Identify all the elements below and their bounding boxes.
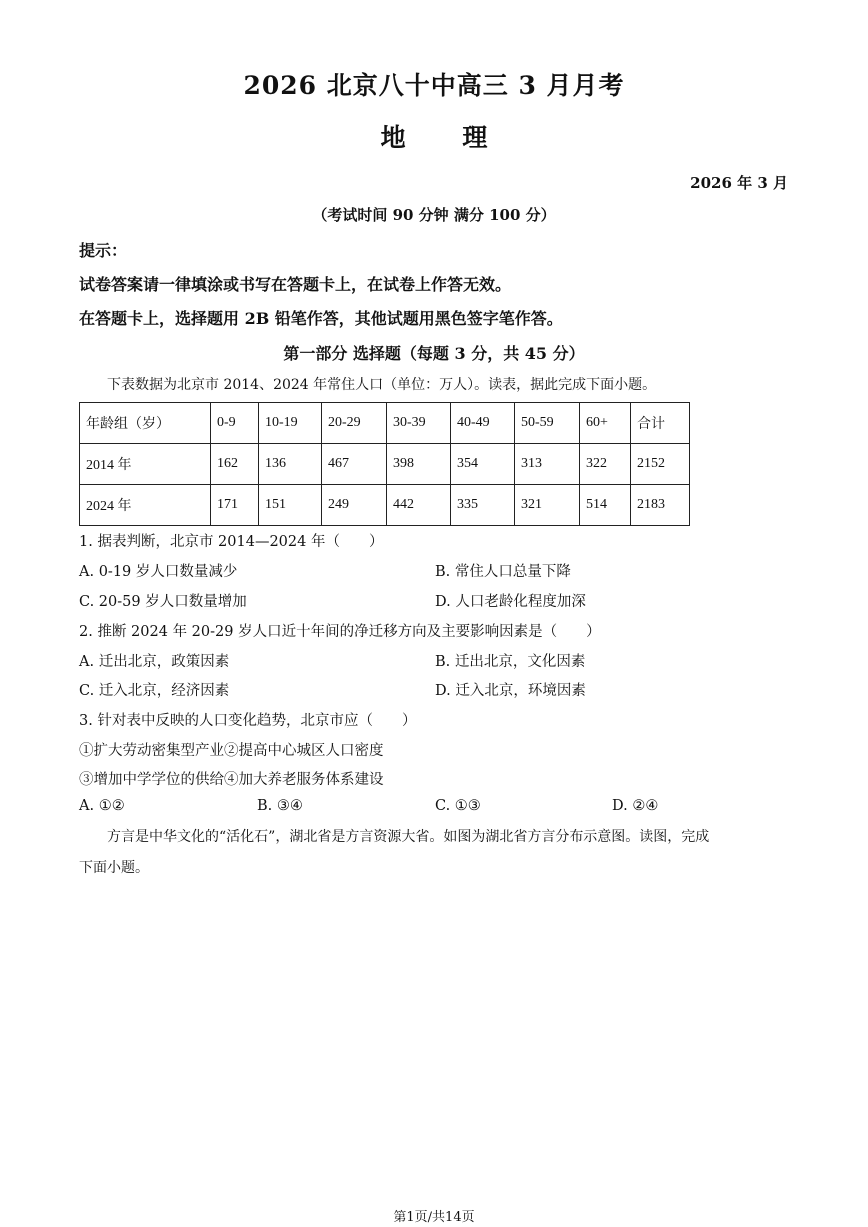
question-2-option-a: A. 迁出北京，政策因素 — [79, 654, 230, 670]
dialect-intro: 方言是中华文化的“活化石”，湖北省是方言资源大省。如图为湖北省方言分布示意图。读图，完成 — [107, 829, 710, 845]
section-title: 第一部分 选择题（每题 3 分，共 45 分） — [283, 344, 585, 363]
table-header-cell: 合计 — [631, 403, 690, 444]
table-intro: 下表数据为北京市 2014、2024 年常住人口（单位：万人）。读表，据此完成下面小题。 — [107, 377, 657, 393]
table-header-row — [80, 403, 690, 444]
question-1-option-d: D. 人口老龄化程度加深 — [435, 594, 586, 610]
question-3-stem: 3. 针对表中反映的人口变化趋势，北京市应（ ） — [79, 713, 417, 729]
question-2-option-c: C. 迁入北京，经济因素 — [79, 683, 230, 699]
question-2-option-b: B. 迁出北京，文化因素 — [435, 654, 586, 670]
tip-line: 在答题卡上，选择题用 2B 铅笔作答，其他试题用黑色签字笔作答。 — [79, 309, 563, 328]
table-cell: 136 — [259, 444, 322, 485]
table-cell: 398 — [387, 444, 451, 485]
table-cell: 442 — [387, 485, 451, 526]
table-cell: 514 — [580, 485, 631, 526]
question-3-statements: ①扩大劳动密集型产业②提高中心城区人口密度 — [79, 743, 384, 759]
table-header-cell: 10-19 — [259, 403, 322, 444]
exam-info: （考试时间 90 分钟 满分 100 分） — [312, 206, 556, 224]
table-header-cell: 50-59 — [515, 403, 580, 444]
table-row — [80, 485, 690, 526]
question-3-option-c: C. ①③ — [435, 798, 481, 814]
question-3-option-b: B. ③④ — [257, 798, 303, 814]
table-cell: 2014 年 — [80, 444, 211, 485]
question-2-stem: 2. 推断 2024 年 20-29 岁人口近十年间的净迁移方向及主要影响因素是（ ） — [79, 624, 601, 640]
table-cell: 2152 — [631, 444, 690, 485]
question-3-statements: ③增加中学学位的供给④加大养老服务体系建设 — [79, 772, 384, 788]
table-cell: 335 — [451, 485, 515, 526]
dialect-intro: 下面小题。 — [79, 860, 149, 876]
table-header-cell: 30-39 — [387, 403, 451, 444]
table-cell: 151 — [259, 485, 322, 526]
table-header-cell: 0-9 — [211, 403, 259, 444]
table-cell: 467 — [322, 444, 387, 485]
tip-line: 试卷答案请一律填涂或书写在答题卡上，在试卷上作答无效。 — [79, 275, 512, 294]
table-header-cell: 20-29 — [322, 403, 387, 444]
exam-title: 2026 北京八十中高三 3 月月考 — [243, 71, 625, 100]
table-cell: 321 — [515, 485, 580, 526]
population-table — [79, 402, 690, 526]
table-cell: 313 — [515, 444, 580, 485]
page-footer: 第1页/共14页 — [393, 1210, 475, 1225]
question-1-stem: 1. 据表判断，北京市 2014—2024 年（ ） — [79, 534, 384, 550]
table-header-cell: 年龄组（岁） — [80, 403, 211, 444]
tips-heading: 提示： — [79, 241, 128, 260]
question-3-option-a: A. ①② — [79, 798, 125, 814]
table-cell: 249 — [322, 485, 387, 526]
table-cell: 354 — [451, 444, 515, 485]
subject-title: 地 理 — [380, 123, 488, 152]
table-cell: 162 — [211, 444, 259, 485]
table-cell: 2183 — [631, 485, 690, 526]
question-1-option-a: A. 0-19 岁人口数量减少 — [79, 564, 238, 580]
exam-date: 2026 年 3 月 — [690, 174, 788, 192]
table-header-cell: 40-49 — [451, 403, 515, 444]
question-3-option-d: D. ②④ — [612, 798, 659, 814]
table-header-cell: 60+ — [580, 403, 631, 444]
question-1-option-c: C. 20-59 岁人口数量增加 — [79, 594, 247, 610]
table-cell: 322 — [580, 444, 631, 485]
table-cell: 171 — [211, 485, 259, 526]
table-cell: 2024 年 — [80, 485, 211, 526]
question-2-option-d: D. 迁入北京，环境因素 — [435, 683, 586, 699]
table-row — [80, 444, 690, 485]
question-1-option-b: B. 常住人口总量下降 — [435, 564, 571, 580]
